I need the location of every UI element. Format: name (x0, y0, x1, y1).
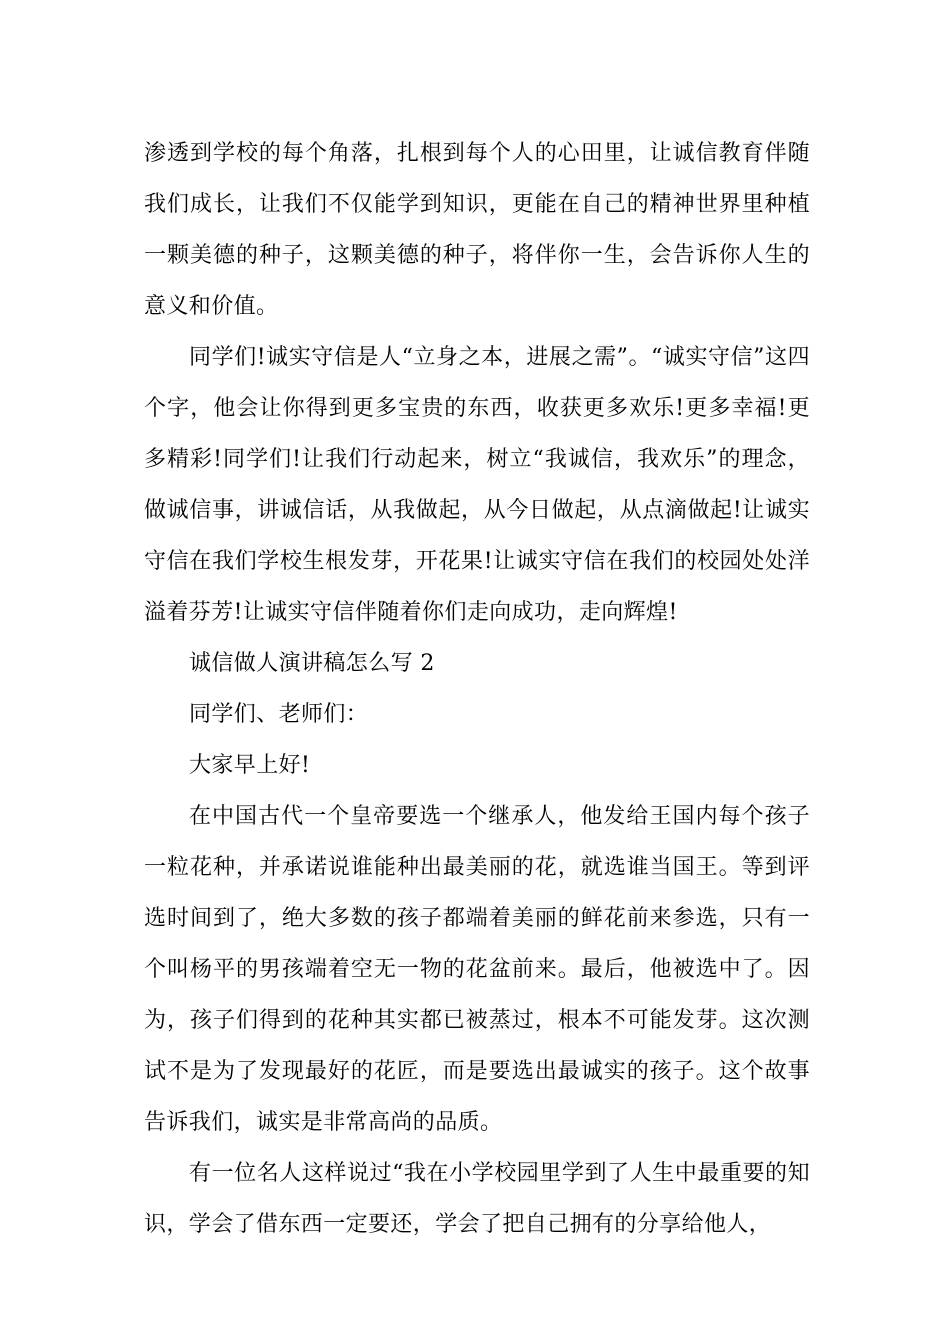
salutation-line: 同学们、老师们： (189, 702, 369, 727)
paragraph-intro-continued: 渗透到学校的每个角落，扎根到每个人的心田里，让诚信教育伴随我们成长，让我们不仅能学到知识，更能在自己的精神世界里种植一颗美德的种子，这颗美德的种子，将伴你一生，会告诉你人生的意义和价值。 (144, 141, 810, 319)
document-body (144, 128, 810, 1250)
paragraph-famous-quote: 有一位名人这样说过“我在小学校园里学到了人生中最重要的知识，学会了借东西一定要还，学会了把自己拥有的分享给他人， (144, 1161, 810, 1237)
section-heading: 诚信做人演讲稿怎么写 2 (189, 651, 435, 676)
paragraph-emperor-story: 在中国古代一个皇帝要选一个继承人，他发给王国内每个孩子一粒花种，并承诺说谁能种出最美丽的花，就选谁当国王。等到评选时间到了，绝大多数的孩子都端着美丽的鲜花前来参选，只有一个叫杨平的男孩端着空无一物的花盆前来。最后，他被选中了。因为，孩子们得到的花种其实都已被蒸过，根本不可能发芽。这次测试不是为了发现最好的花匠，而是要选出最诚实的孩子。这个故事告诉我们，诚实是非常高尚的品质。 (144, 804, 810, 1135)
paragraph-honesty-call: 同学们!诚实守信是人“立身之本，进展之需”。“诚实守信”这四个字，他会让你得到更多宝贵的东西，收获更多欢乐!更多幸福!更多精彩!同学们!让我们行动起来，树立“我诚信，我欢乐”的理念，做诚信事，讲诚信话，从我做起，从今日做起，从点滴做起!让诚实守信在我们学校生根发芽，开花果!让诚实守信在我们的校园处处洋溢着芬芳!让诚实守信伴随着你们走向成功，走向辉煌! (144, 345, 810, 625)
greeting-line: 大家早上好! (189, 753, 311, 778)
